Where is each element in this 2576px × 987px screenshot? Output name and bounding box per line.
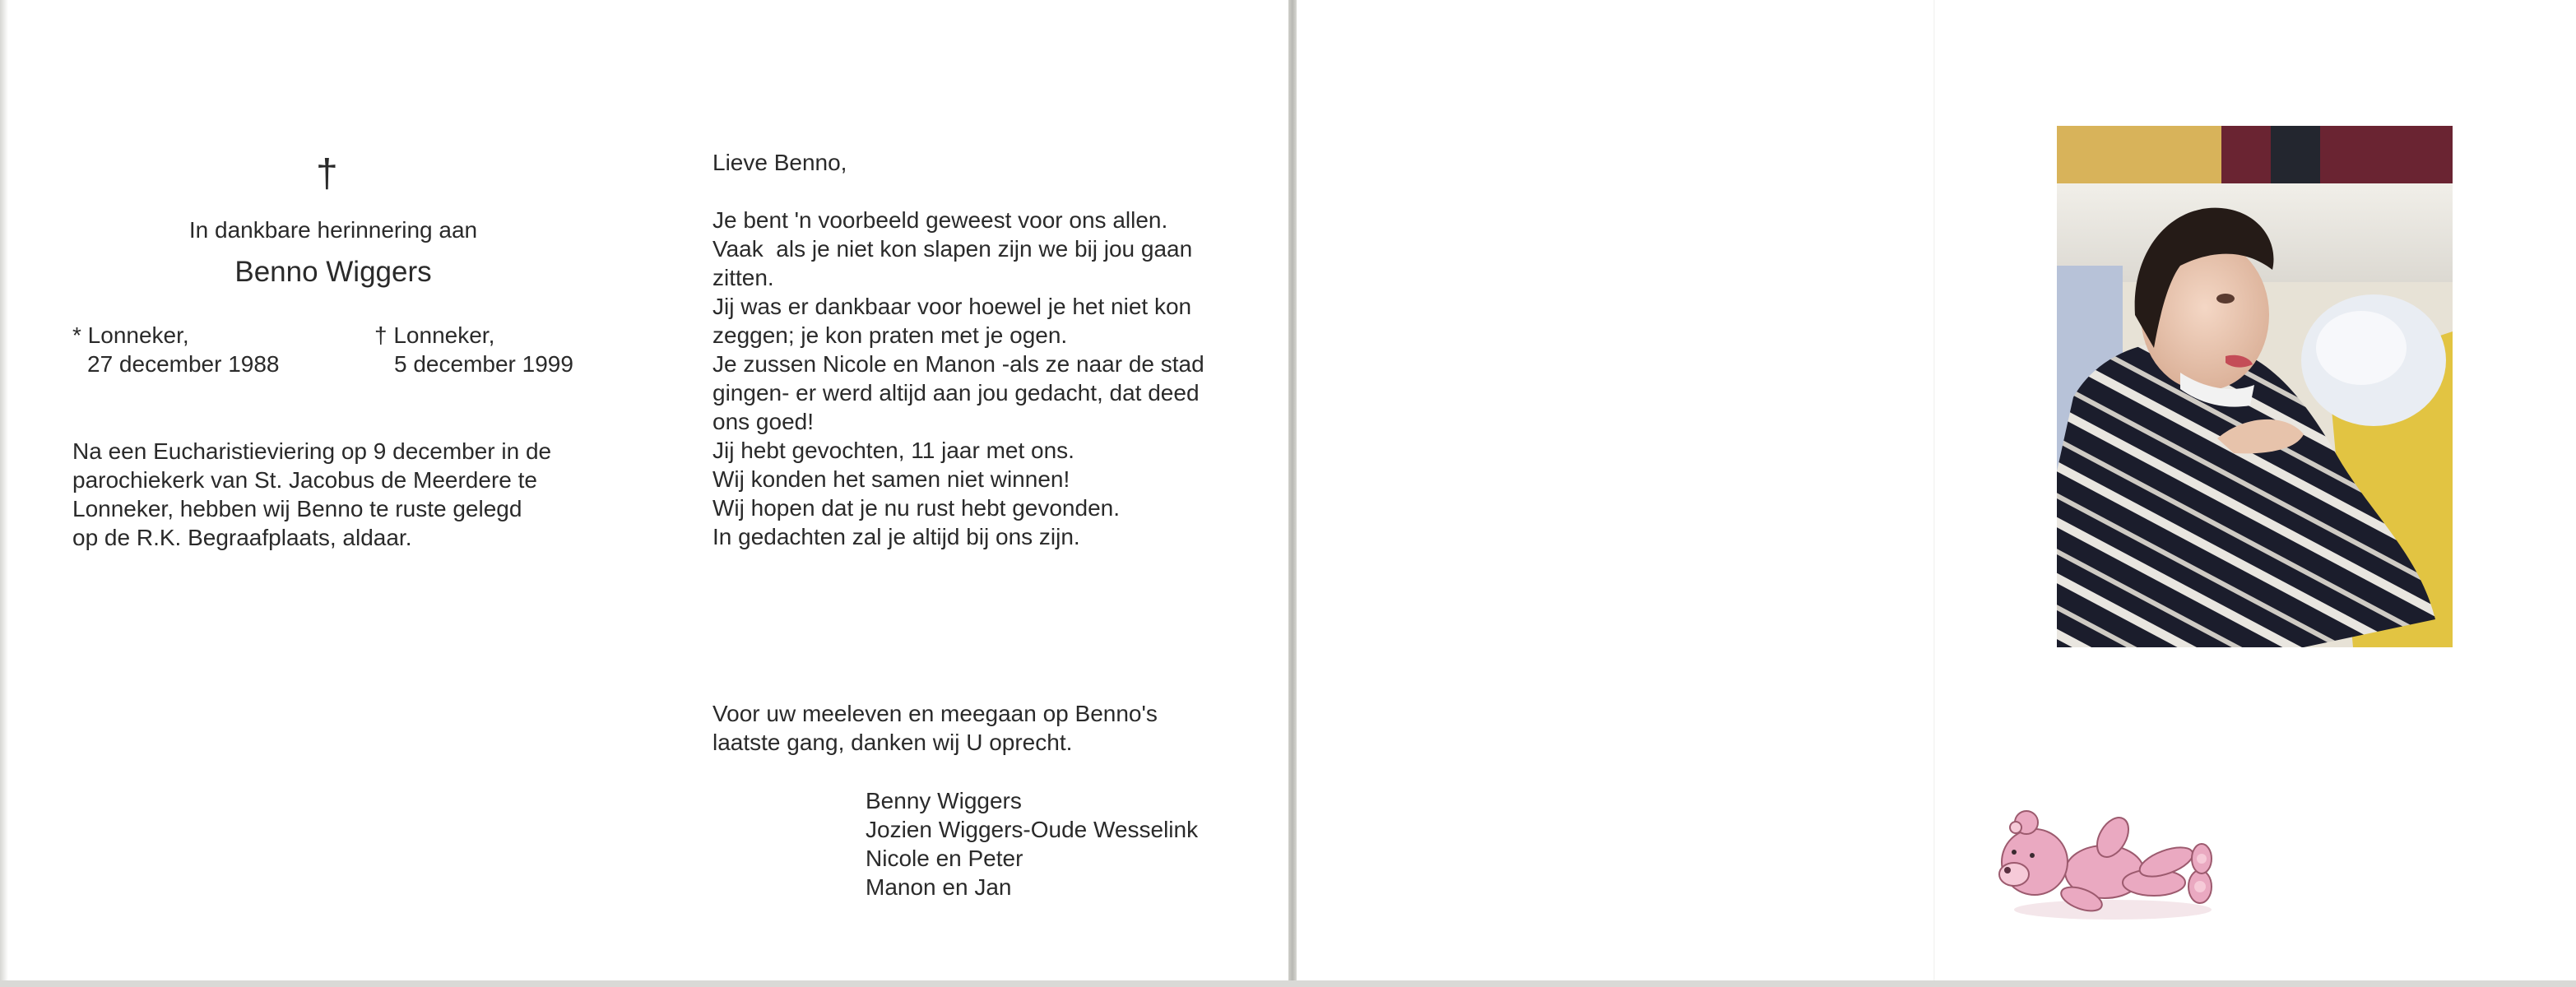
letter-line: In gedachten zal je altijd bij ons zijn. [712,524,1080,549]
death-date: 5 december 1999 [394,351,573,377]
ceremony-line: op de R.K. Begraafplaats, aldaar. [72,525,412,550]
letter-line: Jij was er dankbaar voor hoewel je het niet kon [712,294,1192,319]
portrait-photo [2057,126,2453,647]
letter-line: zitten. [712,265,774,290]
letter-line: Je bent 'n voorbeeld geweest voor ons allen. [712,207,1168,233]
signature-line: Jozien Wiggers-Oude Wesselink [866,817,1199,842]
intro-text: In dankbare herinnering aan [188,217,478,243]
letter-line: Wij konden het samen niet winnen! [712,466,1070,492]
letter-line: Jij hebt gevochten, 11 jaar met ons. [712,438,1074,463]
page-edge-shadow [0,0,8,987]
deceased-name: Benno Wiggers [234,256,432,288]
letter-line: Vaak als je niet kon slapen zijn we bij jou gaan [712,236,1193,262]
birth-date: 27 december 1988 [87,351,280,377]
ceremony-line: Na een Eucharistieviering op 9 december in de [72,438,552,464]
scan-bottom-edge [0,980,2576,987]
fold-crease [1933,0,1935,987]
letter-line: zeggen; je kon praten met je ogen. [712,322,1068,348]
letter-line: Je zussen Nicole en Manon -als ze naar de stad [712,351,1204,377]
cross-icon: † [316,152,338,196]
signature-line: Manon en Jan [866,874,1012,900]
card-gutter [1288,0,1297,987]
death-place: † Lonneker, [374,322,495,348]
thanks-line: laatste gang, danken wij U oprecht. [712,730,1073,755]
ceremony-line: Lonneker, hebben wij Benno te ruste gelegd [72,496,522,521]
ceremony-line: parochiekerk van St. Jacobus de Meerdere te [72,467,537,493]
thanks-line: Voor uw meeleven en meegaan op Benno's [712,701,1158,726]
signature-line: Benny Wiggers [866,788,1022,813]
letter-line: ons goed! [712,409,814,434]
teddy-bear-icon [1989,804,2233,928]
birth-place: * Lonneker, [72,322,189,348]
signature-line: Nicole en Peter [866,846,1023,871]
letter-greeting: Lieve Benno, [712,150,847,175]
letter-line: gingen- er werd altijd aan jou gedacht, dat deed [712,380,1200,405]
letter-line: Wij hopen dat je nu rust hebt gevonden. [712,495,1121,521]
